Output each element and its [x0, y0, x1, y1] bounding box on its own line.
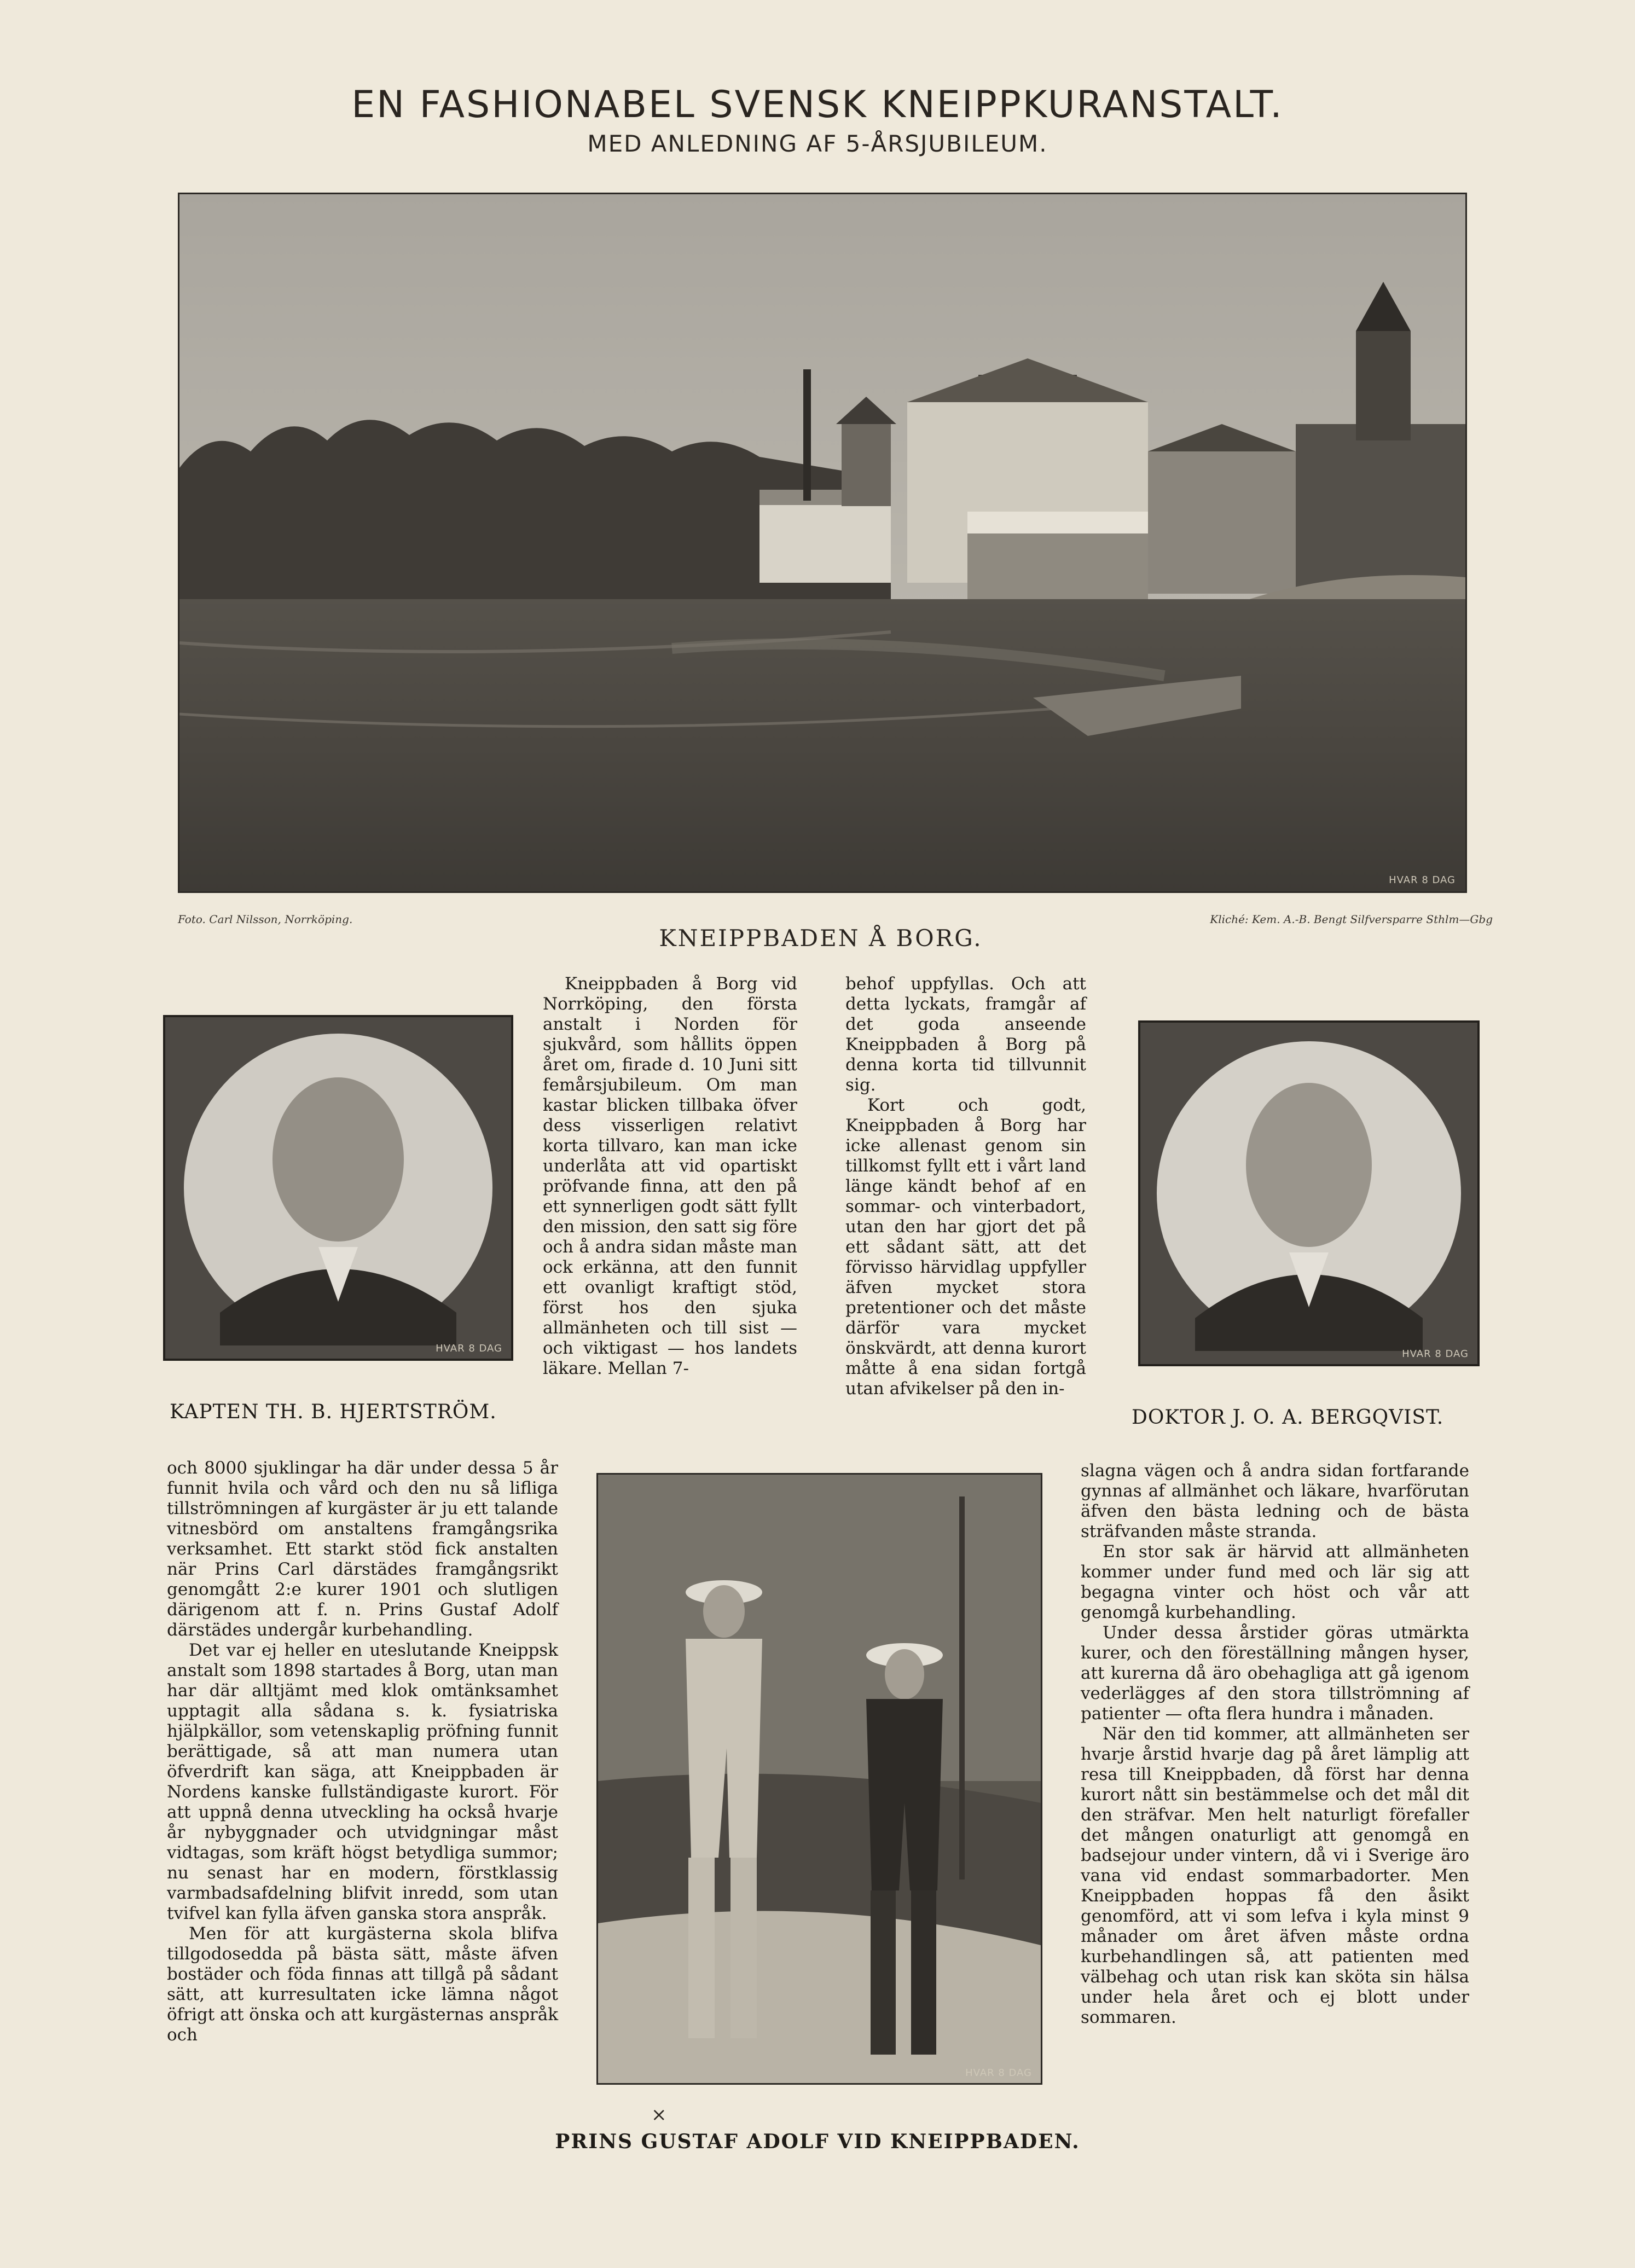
portrait-left — [163, 1015, 513, 1361]
article-column-4 — [1081, 1461, 1469, 2028]
paragraph: Under dessa årstider göras utmärkta kurer, och den föreställning mången hyser, att kurerna då äro obehagliga att gå igenom vederlägges af den stora tillströmning af patienter — ofta flera hundra i månaden. — [1081, 1623, 1469, 1724]
page-title: EN FASHIONABEL SVENSK KNEIPPKURANSTALT. — [351, 83, 1284, 126]
portrait-left-stamp: HVAR 8 DAG — [436, 1343, 502, 1354]
paragraph: En stor sak är härvid att allmänheten kommer under fund med och lär sig att begagna vinter och höst och vår att genomgå kurbehandling. — [1081, 1542, 1469, 1622]
portrait-left-illustration — [165, 1017, 511, 1359]
article-column-3 — [167, 1458, 558, 2045]
bottom-photo-stamp: HVAR 8 DAG — [965, 2067, 1032, 2079]
lake-scene-illustration — [179, 194, 1465, 891]
portrait-right-illustration — [1140, 1023, 1477, 1364]
paragraph: Men för att kurgästerna skola blifva tillgodosedda på bästa sätt, måste äfven bostäder och föda finnas att tillgå på sådant sätt, att kurresultaten icke lämna något öfrigt att önska och att kurgästernas anspråk och — [167, 1924, 558, 2045]
paragraph: När den tid kommer, att allmänheten ser hvarje årstid hvarje dag på året lämplig att resa till Kneippbaden, då först har denna kurort nått sin bestämmelse och det mål dit den sträfvar. Men helt naturligt förefaller det mången onaturligt att genomgå en badsejour under vintern, då vi i Sverige äro vana vid endast sommarbadorter. Men Kneippbaden hoppas få den åsikt genomförd, att vi som lefva i kyla minst 9 månader om året äfven måste ordna kurbehandlingen så, att patienten med välbehag och utan risk kan sköta sin hälsa under hela året och ej blott under sommaren. — [1081, 1724, 1469, 2027]
paragraph: Det var ej heller en uteslutande Kneippsk anstalt som 1898 startades å Borg, utan man har där alltjämt med klok omtänksamhet upptagit alla sådana s. k. fysiatriska hjälpkällor, som vetenskaplig pröfning funnit berättigade, så att man numera utan öfverdrift kan säga, att Kneippbaden är Nordens kanske fullständigaste kurort. För att uppnå denna utveckling ha också hvarje år nybyggnader och utvidgningar måst vidtagas, som kräft högst betydliga summor; nu senast har en modern, förstklassig varmbadsafdelning blifvit inredd, som utan tvifvel kan fylla äfven ganska stora anspråk. — [167, 1640, 558, 1923]
paragraph: slagna vägen och å andra sidan fortfarande gynnas af allmänhet och läkare, hvarförutan äfven den bästa ledning och de bästa sträfvanden måste stranda. — [1081, 1461, 1469, 1541]
portrait-left-caption: KAPTEN TH. B. HJERTSTRÖM. — [170, 1401, 497, 1423]
photo-credit: Foto. Carl Nilsson, Norrköping. — [178, 913, 353, 926]
prince-walk-illustration — [598, 1475, 1041, 2083]
portrait-right-caption: DOKTOR J. O. A. BERGQVIST. — [1132, 1406, 1444, 1429]
photo-stamp: HVAR 8 DAG — [1389, 874, 1456, 886]
paragraph: och 8000 sjuklingar ha där under dessa 5 år funnit hvila och vård och den nu så lifliga tillströmningen af kurgäster är ju ett talande vitnesbörd om anstaltens framgångsrika verksamhet. Ett starkt stöd fick anstalten när Prins Carl därstädes framgångsrikt genomgått 2:e kurer 1901 och slutligen därigenom att f. n. Prins Gustaf Adolf därstädes undergår kurbehandling. — [167, 1458, 558, 1640]
paragraph: Kort och godt, Kneippbaden å Borg har icke allenast genom sin tillkomst fyllt ett i vårt land länge kändt behof af en sommar- och vinterbadort, utan den har gjort det på ett sådant sätt, att det förvisso härvidlag uppfyller äfven mycket stora pretentioner och det måste därför vara mycket önskvärdt, att denna kurort måtte å ena sidan fortgå utan afvikelser på den in- — [845, 1095, 1086, 1399]
article-column-2 — [845, 974, 1086, 1399]
engraving-credit: Kliché: Kem. A.-B. Bengt Silfversparre Sthlm—Gbg — [1210, 913, 1493, 926]
portrait-right-stamp: HVAR 8 DAG — [1402, 1348, 1469, 1360]
article-column-1 — [543, 974, 797, 1379]
paragraph: Kneippbaden å Borg vid Norrköping, den första anstalt i Norden för sjukvård, som hållits öppen året om, firade d. 10 Juni sitt femårsjubileum. Om man kastar blicken tillbaka öfver dess visserligen relativt korta tillvaro, kan man icke underlåta att vid opartiskt pröfvande finna, att den på ett synnerligen godt sätt fyllt den mission, den satt sig före och å andra sidan måste man ock erkänna, att den funnit ett ovanligt kraftigt stöd, först hos den sjuka allmänheten och till sist — och viktigast — hos landets läkare. Mellan 7- — [543, 974, 797, 1378]
paragraph: behof uppfyllas. Och att detta lyckats, framgår af det goda anseende Kneippbaden å Borg på denna korta tid tillvunnit sig. — [845, 974, 1086, 1095]
bottom-photo-caption: PRINS GUSTAF ADOLF VID KNEIPPBADEN. — [555, 2130, 1080, 2153]
caption-mark: × — [651, 2104, 667, 2126]
bottom-photograph — [596, 1473, 1042, 2085]
main-photograph — [178, 193, 1467, 893]
page-subtitle: MED ANLEDNING AF 5-ÅRSJUBILEUM. — [587, 130, 1048, 157]
article-heading: KNEIPPBADEN Å BORG. — [659, 925, 983, 952]
portrait-right — [1138, 1020, 1480, 1366]
